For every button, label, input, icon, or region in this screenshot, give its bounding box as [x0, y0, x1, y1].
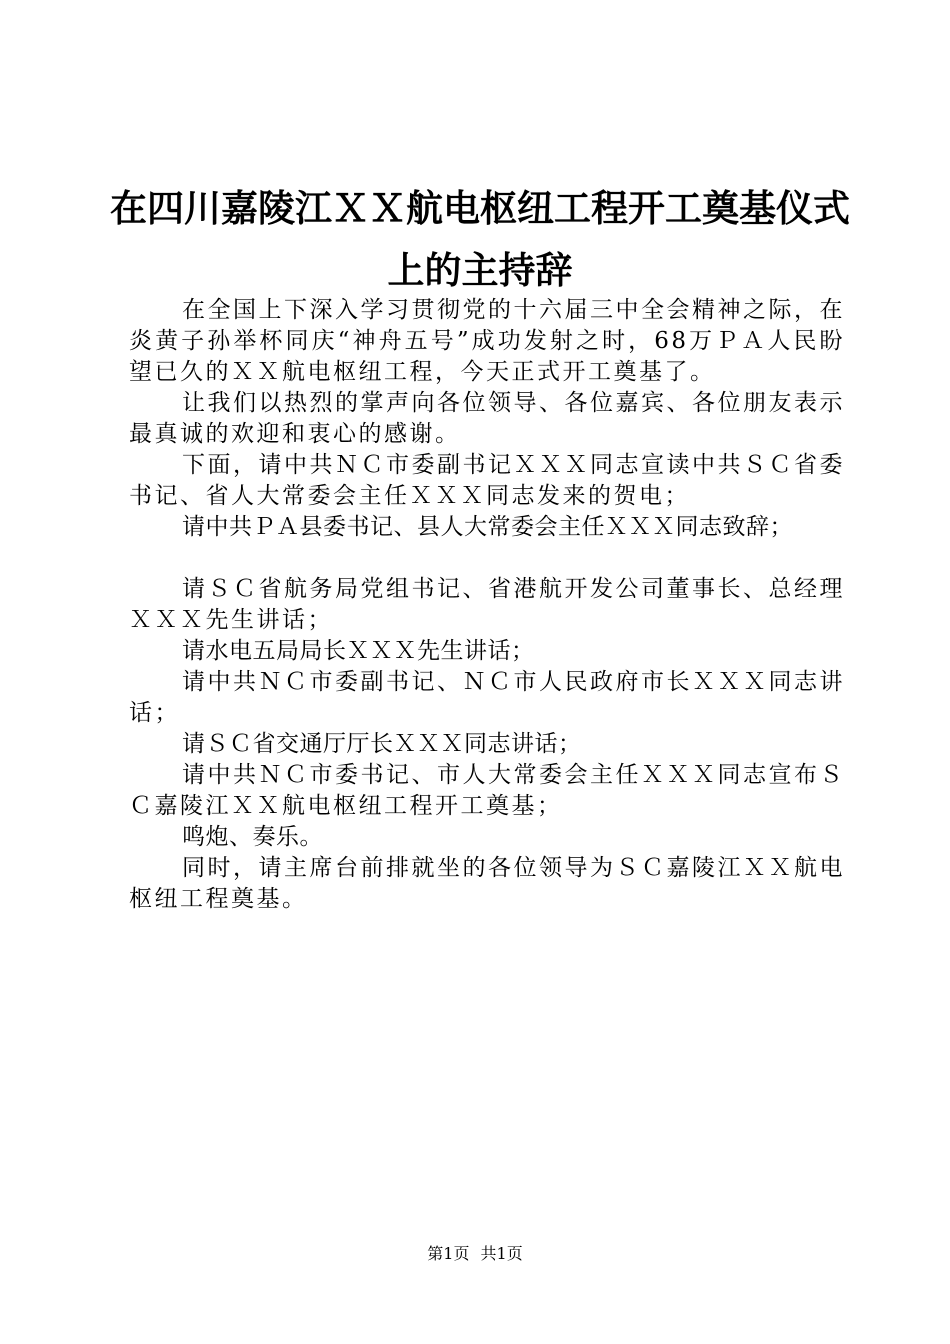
- paragraph-transport-speech: 请ＳＣ省交通厅厅长ＸＸＸ同志讲话；: [182, 731, 582, 757]
- paragraph-groundbreaking: 同时，请主席台前排就坐的各位领导为ＳＣ嘉陵江ＸＸ航电枢纽工程奠基。: [129, 855, 845, 912]
- paragraph-fireworks: 鸣炮、奏乐。: [182, 824, 323, 850]
- page-total: 共1页: [480, 1244, 523, 1263]
- paragraph-applause: 让我们以热烈的掌声向各位领导、各位嘉宾、各位朋友表示最真诚的欢迎和衷心的感谢。: [129, 390, 845, 447]
- page-number: 第1页: [427, 1244, 470, 1263]
- document-title-line-1: 在四川嘉陵江ＸＸ航电枢纽工程开工奠基仪式: [110, 186, 850, 230]
- blank-line: [129, 543, 845, 574]
- document-body: [129, 295, 845, 915]
- paragraph-county-speech: 请中共ＰＡ县委书记、县人大常委会主任ＸＸＸ同志致辞；: [182, 514, 793, 540]
- paragraph-opening: 在全国上下深入学习贯彻党的十六届三中全会精神之际，在炎黄子孙举杯同庆“神舟五号”成功发射之时，68万ＰＡ人民盼望已久的ＸＸ航电枢纽工程，今天正式开工奠基了。: [129, 297, 845, 385]
- paragraph-announcement: 请中共ＮＣ市委书记、市人大常委会主任ＸＸＸ同志宣布ＳＣ嘉陵江ＸＸ航电枢纽工程开工奠基；: [129, 762, 845, 819]
- paragraph-congratulatory-telegram: 下面，请中共ＮＣ市委副书记ＸＸＸ同志宣读中共ＳＣ省委书记、省人大常委会主任ＸＸＸ同志发来的贺电；: [129, 452, 845, 509]
- paragraph-hydropower-speech: 请水电五局局长ＸＸＸ先生讲话；: [182, 638, 535, 664]
- page-footer: [0, 1244, 950, 1264]
- paragraph-shipping-bureau-speech: 请ＳＣ省航务局党组书记、省港航开发公司董事长、总经理ＸＸＸ先生讲话；: [129, 576, 845, 633]
- paragraph-mayor-speech: 请中共ＮＣ市委副书记、ＮＣ市人民政府市长ＸＸＸ同志讲话；: [129, 669, 845, 726]
- document-title-line-2: 上的主持辞: [387, 248, 573, 292]
